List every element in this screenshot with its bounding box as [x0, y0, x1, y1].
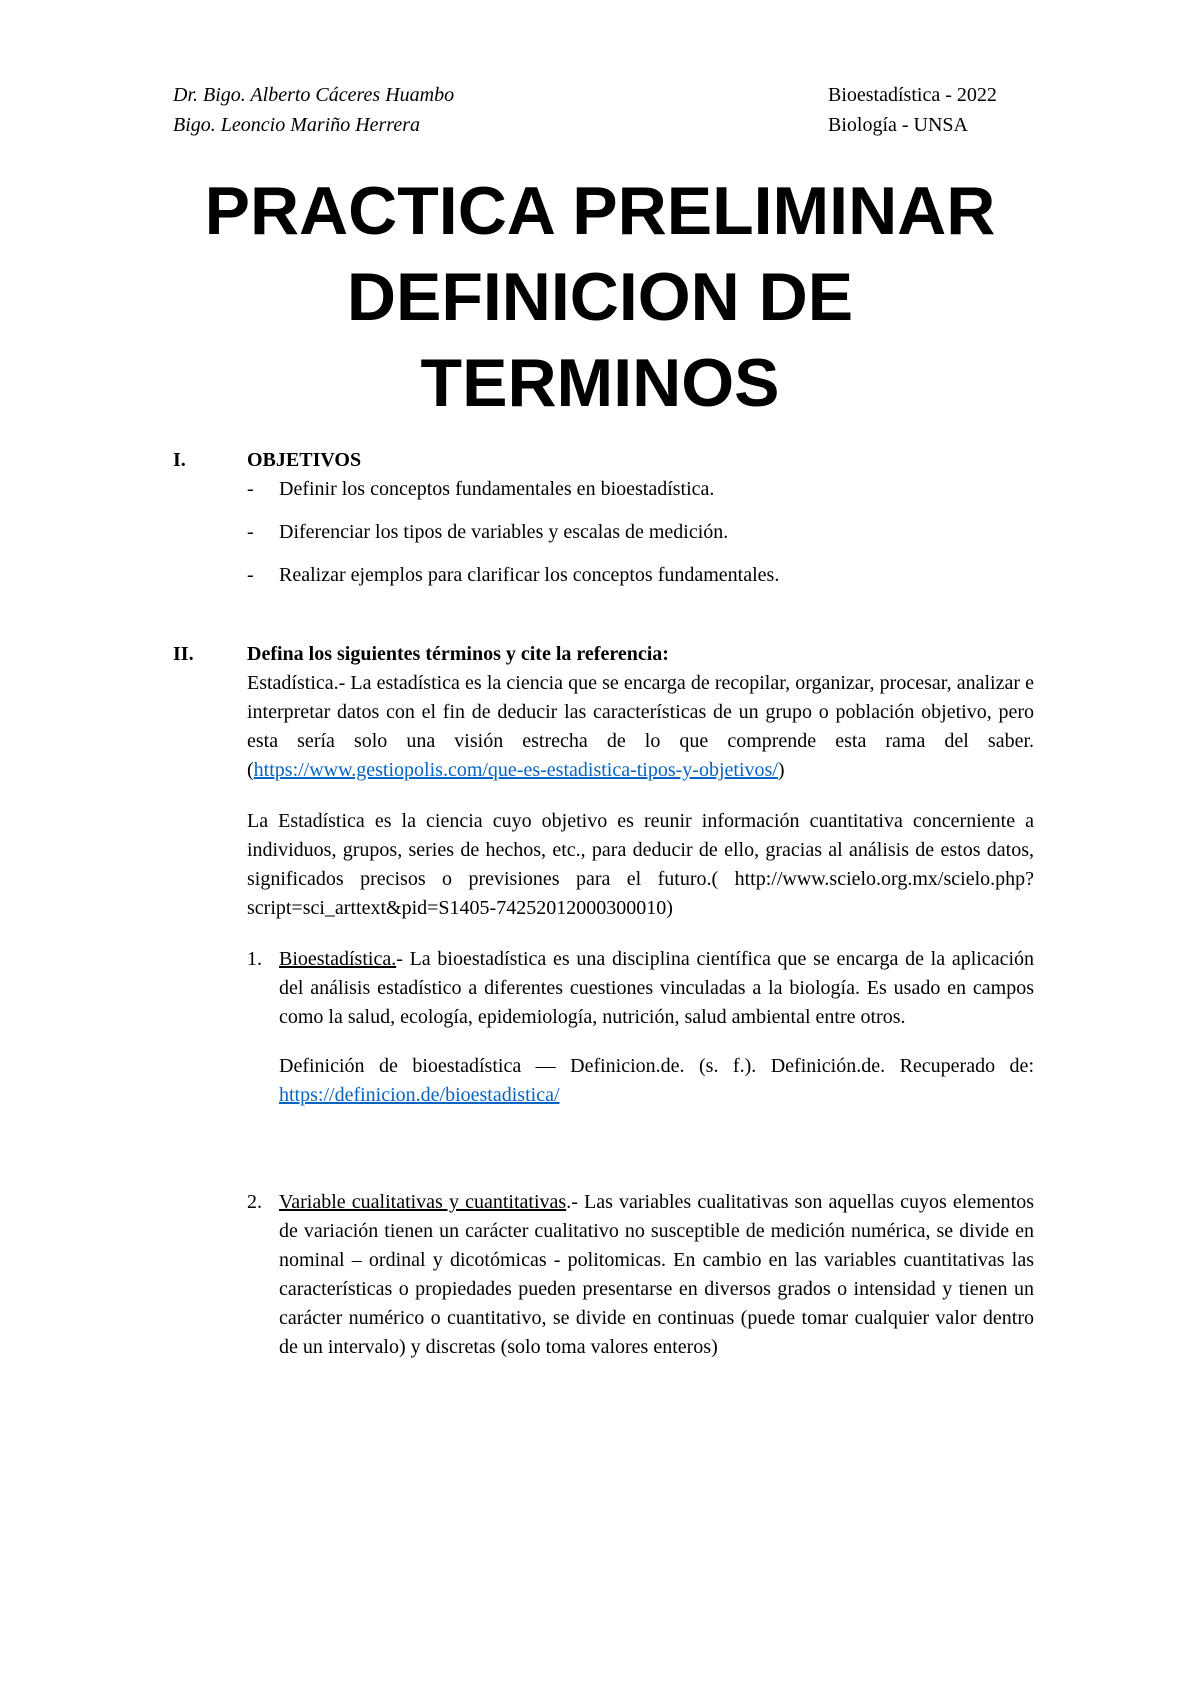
item-paragraph: [279, 1188, 1034, 1362]
page-header: [173, 80, 1040, 140]
page-title: [0, 168, 1200, 426]
reference-link[interactable]: https://www.gestiopolis.com/que-es-estadistica-tipos-y-objetivos/: [253, 759, 778, 781]
section-2-title: Defina los siguientes términos y cite la referencia:: [247, 643, 669, 665]
reference-text: Definición de bioestadística — Definicion.de. (s. f.). Definición.de. Recuperado de:: [279, 1055, 1034, 1077]
item-number: 2.: [247, 1191, 262, 1213]
item-paragraph: [279, 945, 1034, 1032]
bullet-dash: -: [247, 564, 254, 586]
bullet-dash: -: [247, 521, 254, 543]
department: Biología - UNSA: [828, 114, 968, 136]
list-item-bioestadistica: [247, 945, 1034, 1110]
paragraph-estadistica-2: [247, 807, 1034, 923]
item-text: - La bioestadística es una disciplina científica que se encarga de la aplicación del análisis estadístico a diferentes cuestiones vinculadas a la biología. Es usado en campos como la salud, ecología, epidemiología, nutrición, salud ambiental entre otros.: [279, 948, 1034, 1028]
author-2: Bigo. Leoncio Mariño Herrera: [173, 114, 421, 136]
title-line-1: PRACTICA PRELIMINAR: [204, 173, 996, 249]
list-item-variables: [247, 1188, 1034, 1362]
paragraph-reference: http://www.scielo.org.mx/scielo.php?script=sci_arttext&pid=S1405-74252012000300010): [247, 868, 1034, 919]
objective-text: Definir los conceptos fundamentales en bioestadística.: [279, 478, 715, 500]
list-item: [247, 475, 1034, 504]
section-2-heading: [173, 640, 1034, 669]
item-number: 1.: [247, 948, 262, 970]
paragraph-estadistica: [247, 669, 1034, 785]
title-line-2: DEFINICION DE: [346, 259, 854, 335]
reference-link[interactable]: https://definicion.de/bioestadistica/: [279, 1084, 560, 1106]
paragraph-text: La Estadística es la ciencia cuyo objetivo es reunir información cuantitativa concerniente a individuos, grupos, series de hechos, etc., para deducir de ello, gracias al análisis de estos datos, significados precisos o previsiones para el futuro.(: [247, 810, 1034, 890]
list-item: [247, 518, 1034, 547]
item-reference: [279, 1052, 1034, 1110]
item-term: Bioestadística.: [279, 948, 397, 970]
document-body: [173, 446, 1034, 1362]
objectives-list: [247, 475, 1034, 590]
section-1-title: OBJETIVOS: [247, 449, 362, 471]
objective-text: Realizar ejemplos para clarificar los conceptos fundamentales.: [279, 564, 780, 586]
list-item: [247, 561, 1034, 590]
item-text: .- Las variables cualitativas son aquellas cuyos elementos de variación tienen un carácter cualitativo no susceptible de medición numérica, se divide en nominal – ordinal y dicotómicas - politomicas. En cambio en las variables cuantitativas las características o propiedades pueden presentarse en diversos grados o intensidad y tienen un carácter numérico o cuantitativo, se divide en continuas (puede tomar cualquier valor dentro de un intervalo) y discretas (solo toma valores enteros): [279, 1191, 1034, 1358]
item-term: Variable cualitativas y cuantitativas: [279, 1191, 567, 1213]
paragraph-text: Estadística.- La estadística es la ciencia que se encarga de recopilar, organizar, procesar, analizar e interpretar datos con el fin de deducir las características de un grupo o población objetivo, pero esta sería solo una visión estrecha de lo que comprende esta rama del saber. (: [247, 672, 1034, 781]
author-1: Dr. Bigo. Alberto Cáceres Huambo: [173, 84, 455, 106]
objective-text: Diferenciar los tipos de variables y escalas de medición.: [279, 521, 729, 543]
section-2-number: II.: [173, 643, 194, 665]
section-1-number: I.: [173, 449, 186, 471]
section-1-heading: [173, 446, 1034, 475]
bullet-dash: -: [247, 478, 254, 500]
course-name: Bioestadística - 2022: [828, 84, 997, 106]
title-line-3: TERMINOS: [420, 345, 780, 421]
paragraph-end: ): [777, 759, 785, 781]
